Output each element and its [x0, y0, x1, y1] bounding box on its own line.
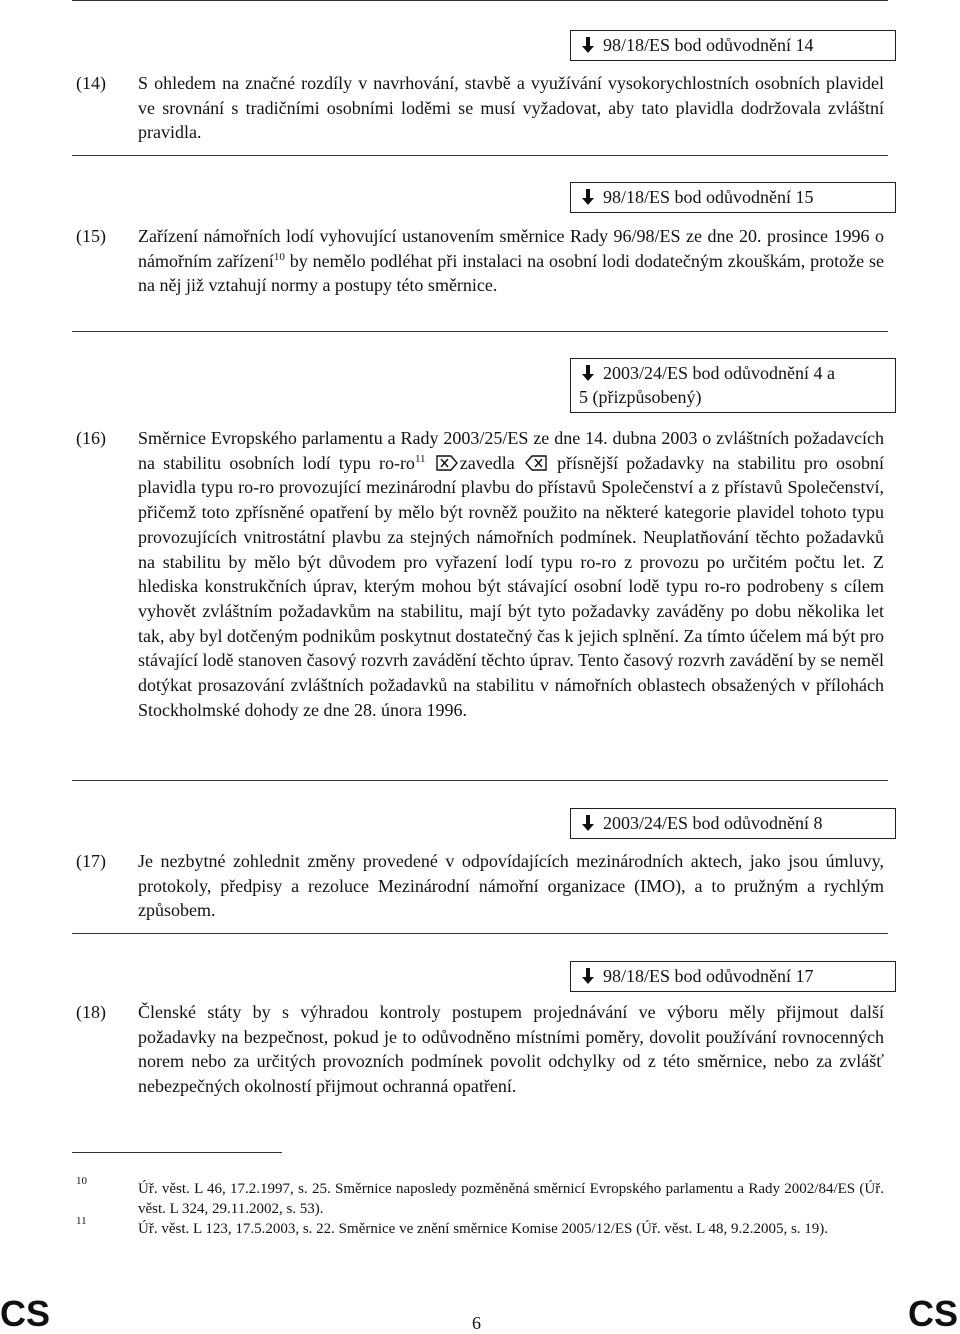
reference-box-15 [570, 182, 896, 213]
down-arrow-icon [579, 36, 597, 54]
recital-number: (14) [76, 73, 106, 93]
recital-17 [76, 849, 884, 923]
reference-box-18 [570, 961, 896, 992]
reference-text: 98/18/ES bod odůvodnění 14 [603, 35, 814, 55]
footnote-ref-10[interactable]: 10 [273, 250, 285, 263]
delete-end-marker-icon [525, 455, 547, 471]
recital-text: Členské státy by s výhradou kontroly postupem projednávání ve výboru měly přijmout další požadavky na bezpečnost, pokud je to odůvodněno místními poměry, dovolit používání rovnocenných norem nebo za určitých provozních podmínek povolit odchylky od z této směrnice, nebo za zvlášť nebezpečných okolností přijmout ochranná opatření. [138, 1002, 884, 1097]
top-rule [72, 0, 888, 1]
recital-text: Je nezbytné zohlednit změny provedené v odpovídajících mezinárodních aktech, jako jsou úmluvy, protokoly, předpisy a rezoluce Mezinárodní námořní organizace (IMO), a to pružným a rychlým způsobem. [138, 851, 884, 921]
footnote-separator [72, 1152, 282, 1153]
recital-text: S ohledem na značné rozdíly v navrhování, stavbě a využívání vysokorychlostních osobních plavidel ve srovnání s tradičními osobními loděmi se musí vyžadovat, aby tato plavidla dodržovala zvláštní pravidla. [138, 73, 884, 143]
down-arrow-icon [579, 364, 597, 382]
reference-box-14 [570, 30, 896, 61]
recital-number: (17) [76, 851, 106, 871]
footnote-number: 11 [76, 1215, 87, 1227]
language-code-left: CS [0, 1293, 51, 1334]
recital-text: Zařízení námořních lodí vyhovující ustanovením směrnice Rady 96/98/ES ze dne 20. prosince 1996 o námořním zařízení$^{10}$ by nemělo podléhat při instalaci na osobní lodi dodatečným zkouškám, protože se na něj již vztahují normy a postupy této směrnice. [138, 226, 884, 296]
recital-number: (18) [76, 1002, 106, 1022]
delete-start-marker-icon [436, 455, 458, 471]
recital-18 [76, 1000, 884, 1099]
reference-box-16 [570, 358, 896, 413]
down-arrow-icon [579, 814, 597, 832]
section-divider [72, 780, 888, 781]
down-arrow-icon [579, 188, 597, 206]
section-divider [72, 331, 888, 332]
down-arrow-icon [579, 967, 597, 985]
reference-box-17 [570, 808, 896, 839]
footnote-text: Úř. věst. L 46, 17.2.1997, s. 25. Směrnice naposledy pozměněná směrnicí Evropského parlamentu a Rady 2002/84/ES (Úř. věst. L 324, 29.11.2002, s. 53). [138, 1181, 884, 1217]
footnote-number: 10 [76, 1175, 87, 1187]
section-divider [72, 155, 888, 156]
recital-number: (16) [76, 428, 106, 448]
reference-text: 98/18/ES bod odůvodnění 17 [603, 966, 814, 986]
recital-number: (15) [76, 226, 106, 246]
reference-text: 98/18/ES bod odůvodnění 15 [603, 187, 814, 207]
footnote-10 [76, 1175, 884, 1219]
recital-16 [76, 426, 884, 722]
recital-15 [76, 224, 884, 298]
reference-text-line1: 2003/24/ES bod odůvodnění 4 a [603, 363, 835, 383]
language-code-right: CS [907, 1293, 958, 1334]
page-number: 6 [472, 1313, 481, 1333]
footnote-text: Úř. věst. L 123, 17.5.2003, s. 22. Směrnice ve znění směrnice Komise 2005/12/ES (Úř. věst. L 48, 9.2.2005, s. 19). [138, 1221, 829, 1237]
section-divider [72, 933, 888, 934]
recital-14 [76, 71, 884, 145]
footnote-11 [76, 1215, 884, 1240]
footnote-ref-11[interactable]: 11 [414, 452, 426, 465]
reference-text: 2003/24/ES bod odůvodnění 8 [603, 813, 823, 833]
recital-text: Směrnice Evropského parlamentu a Rady 2003/25/ES ze dne 14. dubna 2003 o zvláštních požadavcích na stabilitu osobních lodí typu $ro-ro^{11}$ zavedla přísnější požadavky na stabilitu pro osobní plavidla typu ro-ro provozující mezinárodní plavbu do přístavů Společenství a z přístavů Společenství, přičemž toto zpřísněné opatření by mělo být rovněž použito na některé kategorie plavidel tohoto typu provozujících vnitrostátní plavbu za stejných námořních podmínek. Neuplatňování těchto požadavků na stabilitu by mělo být důvodem pro vyřazení lodí typu ro-ro z provozu po určitém počtu let. Z hlediska konstrukčních úprav, kterým mohou být stávající osobní lodě typu ro-ro podrobeny s cílem vyhovět zvláštním požadavkům na stabilitu, mají být tyto požadavky zaváděny po dobu několika let tak, aby byl dotčeným podnikům poskytnut dostatečný čas k jejich splnění. Za tímto účelem má být pro stávající lodě stanoven časový rozvrh zavádění těchto úprav. Tento časový rozvrh zavádění by se neměl dotýkat prosazování zvláštních požadavků na stabilitu v námořních oblastech obsažených v přílohách Stockholmské dohody ze dne 28. února 1996. [138, 428, 885, 720]
deleted-word: zavedla [459, 452, 515, 473]
reference-text-line2: 5 (přizpůsobený) [579, 387, 702, 407]
